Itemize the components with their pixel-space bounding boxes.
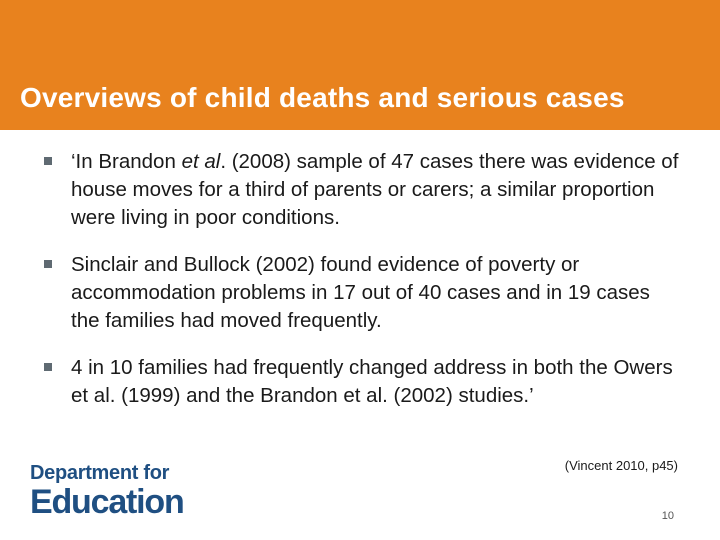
square-bullet-icon	[44, 157, 52, 165]
logo-line-2: Education	[30, 483, 184, 521]
bullet-item	[44, 148, 684, 232]
bullet-text: ‘In Brandon et al. (2008) sample of 47 cases there was evidence of house moves for a third of parents or carers; a similar proportion were living in poor conditions.	[71, 150, 679, 229]
bullet-text: 4 in 10 families had frequently changed address in both the Owers et al. (1999) and the Brandon et al. (2002) studies.’	[71, 356, 673, 407]
slide-title: Overviews of child deaths and serious cases	[20, 82, 625, 113]
square-bullet-icon	[44, 363, 52, 371]
department-for-education-logo	[30, 463, 184, 520]
citation: (Vincent 2010, p45)	[564, 458, 678, 473]
bullet-item	[44, 251, 684, 335]
bullet-list	[44, 148, 684, 429]
bullet-emphasis: et al	[181, 150, 221, 173]
square-bullet-icon	[44, 260, 52, 268]
page-number: 10	[661, 510, 674, 522]
title-banner	[0, 0, 720, 130]
bullet-item	[44, 354, 684, 410]
logo-line-1: Department for	[30, 462, 170, 484]
bullet-text: Sinclair and Bullock (2002) found evidence of poverty or accommodation problems in 17 out of 40 cases and in 19 cases the families had moved frequently.	[71, 253, 650, 332]
